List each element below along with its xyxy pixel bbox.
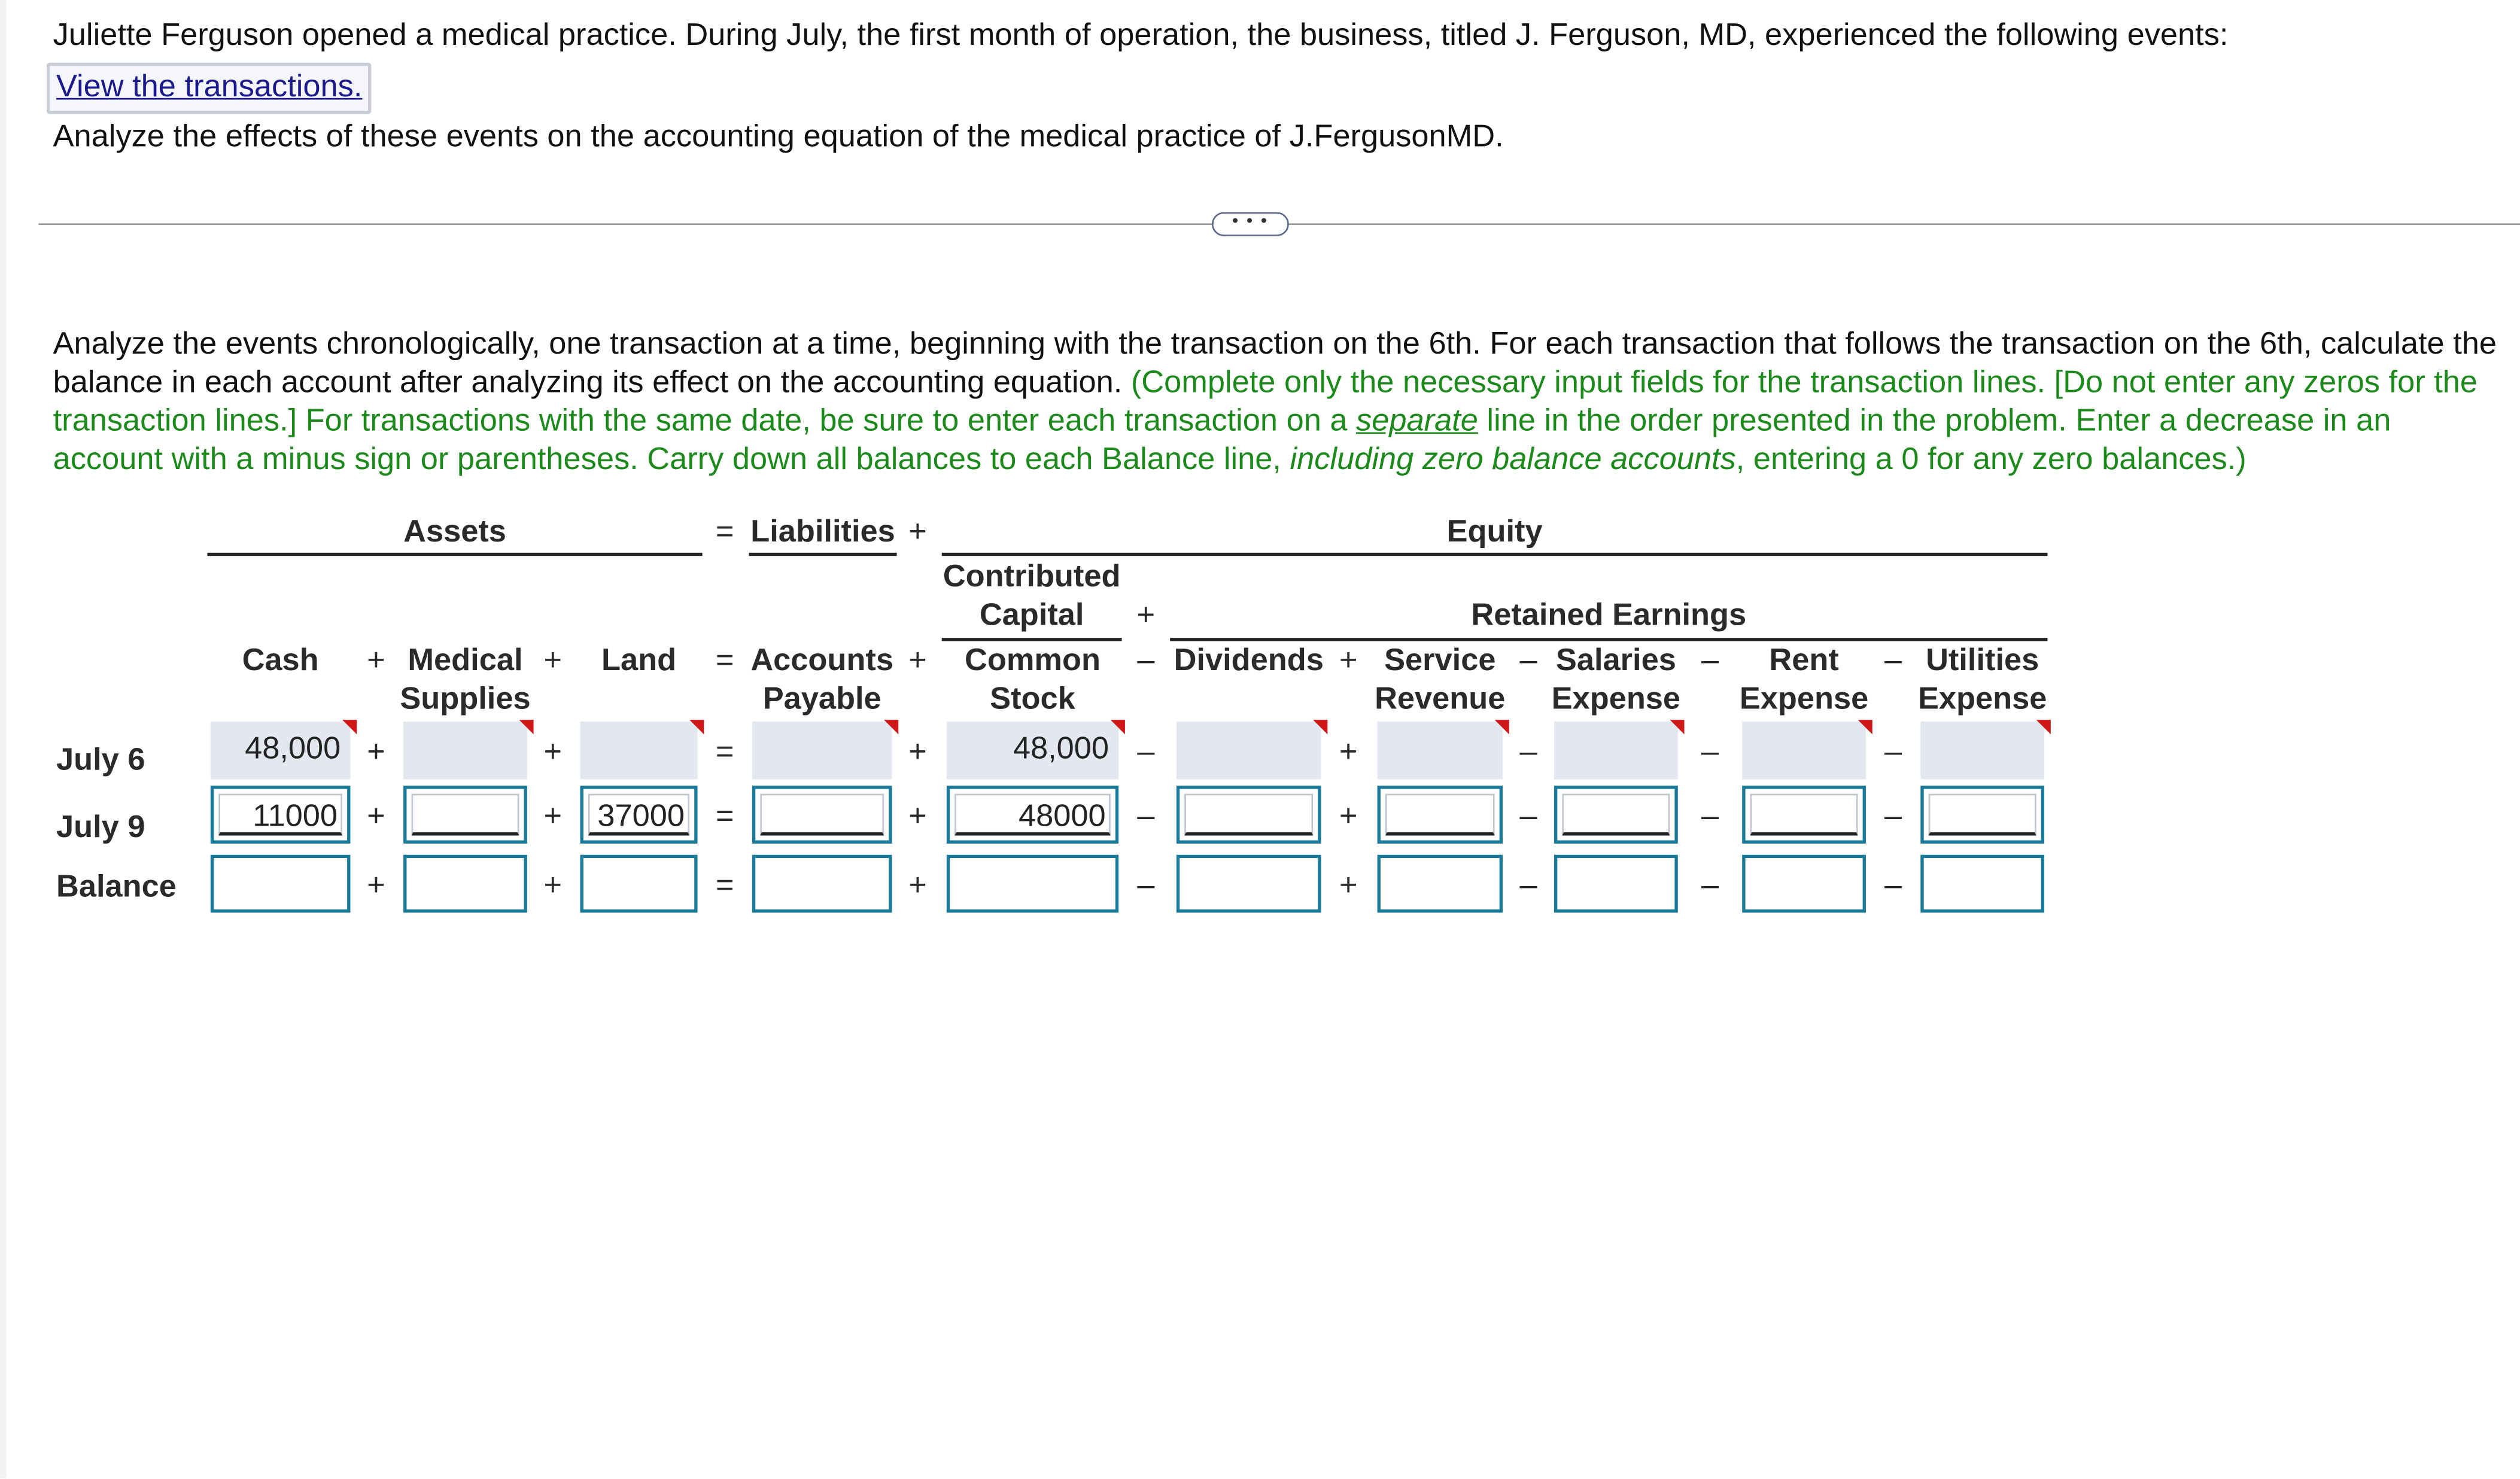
header-operator: + bbox=[1339, 643, 1358, 678]
july-6-medical-supplies-cell bbox=[403, 722, 527, 780]
july-6-rent-expense-cell bbox=[1742, 722, 1866, 780]
july-9-medical-supplies-cell[interactable] bbox=[403, 786, 527, 844]
liabilities-rule bbox=[749, 553, 896, 556]
plus-equity-op: + bbox=[908, 514, 927, 550]
col-header-land: Land bbox=[601, 643, 677, 678]
col-header-salaries-expense: Salaries bbox=[1555, 643, 1676, 678]
row-operator: – bbox=[1701, 798, 1719, 834]
header-operator: – bbox=[1137, 643, 1155, 678]
instructions-main: Analyze the events chronologically, one transaction at a time, beginning with the transaction on the 6th. For each transaction that follows the transaction on the 6th, calculate the balance in each account after analyzing its effect on the accounting equation. bbox=[53, 326, 2497, 400]
header-operator: = bbox=[715, 643, 734, 678]
view-transactions-link[interactable]: View the transactions. bbox=[47, 63, 372, 114]
july-9-cash-cell-input[interactable]: 11000 bbox=[218, 794, 342, 836]
row-operator: – bbox=[1137, 734, 1155, 770]
assets-rule bbox=[207, 553, 702, 556]
given-value-flag-icon bbox=[1111, 720, 1125, 734]
july-6-land-cell bbox=[580, 722, 698, 780]
july-6-cash-cell bbox=[211, 722, 351, 780]
given-value-flag-icon bbox=[1495, 720, 1509, 734]
col-header-accounts-payable-line2: Payable bbox=[762, 681, 881, 717]
given-value-flag-icon bbox=[689, 720, 704, 734]
row-operator: = bbox=[715, 798, 734, 834]
row-operator: + bbox=[543, 798, 563, 834]
given-value-flag-icon bbox=[1858, 720, 1872, 734]
row-operator: + bbox=[908, 868, 927, 903]
july-6-dividends-cell bbox=[1177, 722, 1321, 780]
row-label-july-6: July 6 bbox=[56, 742, 145, 778]
row-operator: – bbox=[1519, 798, 1537, 834]
contributed-capital-header-2: Capital bbox=[979, 598, 1084, 634]
given-value-flag-icon bbox=[519, 720, 533, 734]
row-operator: – bbox=[1701, 734, 1719, 770]
july-6-cash-cell-value: 48,000 bbox=[245, 731, 341, 767]
row-label-july-9: July 9 bbox=[56, 810, 145, 845]
problem-analyze: Analyze the effects of these events on the accounting equation of the medical practice of J.FergusonMD. bbox=[53, 118, 1504, 154]
instructions-note-3: , entering a 0 for any zero balances.) bbox=[1735, 442, 2247, 477]
balance-utilities-expense-cell[interactable] bbox=[1920, 855, 2044, 913]
july-6-common-stock-cell bbox=[947, 722, 1118, 780]
row-operator: + bbox=[1339, 798, 1358, 834]
col-header-rent-expense: Rent bbox=[1769, 643, 1839, 678]
row-operator: – bbox=[1884, 868, 1902, 903]
row-operator: – bbox=[1884, 798, 1902, 834]
given-value-flag-icon bbox=[1313, 720, 1327, 734]
header-operator: + bbox=[367, 643, 385, 678]
balance-common-stock-cell[interactable] bbox=[947, 855, 1118, 913]
given-value-flag-icon bbox=[2036, 720, 2051, 734]
row-operator: + bbox=[367, 734, 385, 770]
july-9-utilities-expense-cell-input[interactable] bbox=[1929, 794, 2036, 836]
col-header-medical-supplies-line2: Supplies bbox=[400, 681, 531, 717]
equals-liabilities-op: = bbox=[715, 514, 734, 550]
balance-salaries-expense-cell[interactable] bbox=[1554, 855, 1678, 913]
july-9-accounts-payable-cell-input[interactable] bbox=[760, 794, 884, 836]
row-operator: + bbox=[908, 734, 927, 770]
row-operator: = bbox=[715, 868, 734, 903]
july-9-salaries-expense-cell-input[interactable] bbox=[1562, 794, 1670, 836]
july-9-service-revenue-cell[interactable] bbox=[1378, 786, 1503, 844]
header-operator: – bbox=[1884, 643, 1902, 678]
col-header-medical-supplies: Medical bbox=[408, 643, 523, 678]
col-header-accounts-payable: Accounts bbox=[750, 643, 893, 678]
col-header-utilities-expense-line2: Expense bbox=[1917, 681, 2047, 717]
left-edge bbox=[0, 0, 7, 1478]
row-operator: – bbox=[1519, 734, 1537, 770]
july-9-service-revenue-cell-input[interactable] bbox=[1385, 794, 1495, 836]
expand-more-button[interactable]: • • • bbox=[1212, 212, 1289, 236]
instructions bbox=[53, 324, 2504, 479]
row-operator: = bbox=[715, 734, 734, 770]
liabilities-header: Liabilities bbox=[750, 514, 895, 550]
col-header-service-revenue: Service bbox=[1384, 643, 1496, 678]
header-operator: – bbox=[1701, 643, 1719, 678]
balance-medical-supplies-cell[interactable] bbox=[403, 855, 527, 913]
row-operator: – bbox=[1884, 734, 1902, 770]
july-9-salaries-expense-cell[interactable] bbox=[1554, 786, 1678, 844]
row-operator: + bbox=[367, 798, 385, 834]
given-value-flag-icon bbox=[884, 720, 898, 734]
row-operator: + bbox=[543, 734, 563, 770]
row-operator: + bbox=[367, 868, 385, 903]
col-header-cash: Cash bbox=[242, 643, 319, 678]
july-9-rent-expense-cell-input[interactable] bbox=[1750, 794, 1858, 836]
problem-intro: Juliette Ferguson opened a medical practice. During July, the first month of operation, the business, titled J. Ferguson, MD, experienced the following events: bbox=[53, 17, 2229, 53]
instructions-note-1: (Complete only the necessary input fields for the transaction lines. [Do not enter any zeros for the transaction lines.] For transactions with the same date, be sure to enter each transaction on a bbox=[53, 364, 2478, 439]
col-header-common-stock: Common bbox=[965, 643, 1101, 678]
retained-earnings-header: Retained Earnings bbox=[1471, 598, 1747, 634]
row-operator: + bbox=[543, 868, 563, 903]
july-9-land-cell-input[interactable]: 37000 bbox=[588, 794, 689, 836]
july-6-salaries-expense-cell bbox=[1554, 722, 1678, 780]
row-operator: – bbox=[1701, 868, 1719, 903]
row-operator: + bbox=[908, 798, 927, 834]
balance-accounts-payable-cell[interactable] bbox=[752, 855, 892, 913]
july-9-land-cell[interactable] bbox=[580, 786, 698, 844]
col-header-dividends: Dividends bbox=[1174, 643, 1324, 678]
row-operator: – bbox=[1137, 868, 1155, 903]
col-header-salaries-expense-line2: Expense bbox=[1551, 681, 1681, 717]
header-operator: + bbox=[543, 643, 563, 678]
instructions-italic: including zero balance accounts bbox=[1290, 442, 1736, 477]
july-9-medical-supplies-cell-input[interactable] bbox=[412, 794, 519, 836]
balance-rent-expense-cell[interactable] bbox=[1742, 855, 1866, 913]
balance-land-cell[interactable] bbox=[580, 855, 698, 913]
row-operator: – bbox=[1137, 798, 1155, 834]
july-6-service-revenue-cell bbox=[1378, 722, 1503, 780]
header-operator: + bbox=[908, 643, 927, 678]
col-header-service-revenue-line2: Revenue bbox=[1375, 681, 1506, 717]
col-header-utilities-expense: Utilities bbox=[1926, 643, 2039, 678]
col-header-common-stock-line2: Stock bbox=[990, 681, 1075, 717]
july-9-rent-expense-cell[interactable] bbox=[1742, 786, 1866, 844]
given-value-flag-icon bbox=[1670, 720, 1684, 734]
july-9-common-stock-cell[interactable] bbox=[947, 786, 1118, 844]
equity-rule bbox=[942, 553, 2048, 556]
july-6-common-stock-cell-value: 48,000 bbox=[1013, 731, 1109, 767]
july-9-utilities-expense-cell[interactable] bbox=[1920, 786, 2044, 844]
row-operator: + bbox=[1339, 734, 1358, 770]
july-6-accounts-payable-cell bbox=[752, 722, 892, 780]
july-9-accounts-payable-cell[interactable] bbox=[752, 786, 892, 844]
july-6-utilities-expense-cell bbox=[1920, 722, 2044, 780]
balance-cash-cell[interactable] bbox=[211, 855, 351, 913]
equity-header: Equity bbox=[1446, 514, 1543, 550]
col-header-rent-expense-line2: Expense bbox=[1739, 681, 1869, 717]
july-9-cash-cell[interactable] bbox=[211, 786, 351, 844]
july-9-dividends-cell[interactable] bbox=[1177, 786, 1321, 844]
row-operator: + bbox=[1339, 868, 1358, 903]
plus-retained-op: + bbox=[1136, 598, 1156, 634]
header-operator: – bbox=[1519, 643, 1537, 678]
july-9-dividends-cell-input[interactable] bbox=[1184, 794, 1313, 836]
contributed-capital-header-1: Contributed bbox=[943, 559, 1121, 595]
instructions-separate: separate bbox=[1356, 403, 1478, 439]
balance-dividends-cell[interactable] bbox=[1177, 855, 1321, 913]
balance-service-revenue-cell[interactable] bbox=[1378, 855, 1503, 913]
given-value-flag-icon bbox=[342, 720, 357, 734]
instructions-note-2: line in the order presented in the problem. Enter a decrease in an account with a minus sign or parentheses. Carry down all balances to each Balance line, bbox=[53, 403, 2391, 477]
row-label-balance: Balance bbox=[56, 869, 177, 905]
july-9-common-stock-cell-input[interactable]: 48000 bbox=[955, 794, 1111, 836]
assets-header: Assets bbox=[403, 514, 506, 550]
row-operator: – bbox=[1519, 868, 1537, 903]
